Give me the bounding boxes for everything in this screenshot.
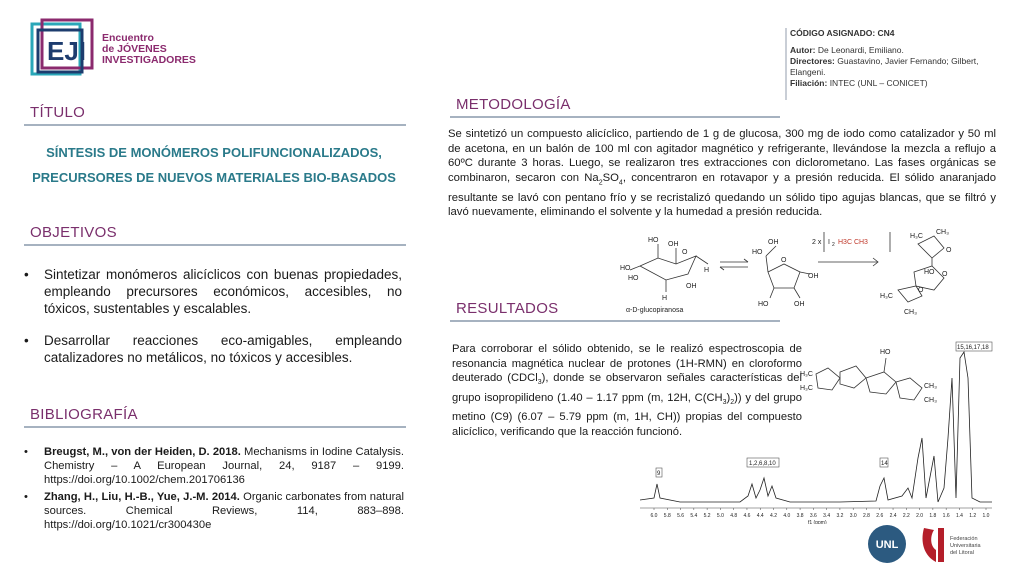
spectrum-tick-label: 3.2: [836, 513, 844, 519]
objectives-rule: [24, 244, 406, 246]
svg-text:2: 2: [832, 242, 835, 248]
logo-text: Encuentro de JÓVENES INVESTIGADORES: [102, 32, 196, 66]
svg-text:HO: HO: [648, 237, 659, 244]
poster-title: SÍNTESIS DE MONÓMEROS POLIFUNCIONALIZADOS, PRECURSORES DE NUEVOS MATERIALES BIO-BASADOS: [32, 145, 396, 185]
svg-text:O: O: [918, 287, 924, 294]
spectrum-tick-label: 1.4: [955, 513, 963, 519]
spectrum-tick-label: 3.4: [823, 513, 831, 519]
objectives-list: [24, 266, 402, 381]
spectrum-tick-label: 2.6: [876, 513, 884, 519]
svg-text:HO: HO: [758, 301, 769, 308]
spectrum-tick-label: 5.6: [677, 513, 685, 519]
spectrum-tick-label: 5.8: [663, 513, 671, 519]
title-header: TÍTULO: [30, 104, 86, 121]
glucose-structure: [620, 237, 709, 302]
methodology-text: Se sintetizó un compuesto alicíclico, partiendo de 1 g de glucosa, 300 mg de iodo como catalizador y 50 ml de acetona, en un balón de 100 ml con agitador magnético y refrigerante, llevándose la mezcla a reflujo a 60ºC durante 3 horas. Luego, se realizaron tres extracciones con diclorometano. Las fases orgánicas se combinaron, secaron con $Na_2SO_4$, concentraron en rotavapor y a presión reducida. El sólido anaranjado resultante se lavó con pentano frío y se recristalizó quedando un sólido tipo agujas blancas, que se filtró y lavó nuevamente, eliminando el solvente y la humedad a presión reducida.: [448, 128, 996, 219]
spectrum-tick-label: 3.6: [809, 513, 817, 519]
svg-text:OH: OH: [808, 273, 819, 280]
reaction-scheme: [618, 226, 996, 318]
bibliography-header: BIBLIOGRAFÍA: [30, 406, 138, 423]
affiliation-line: Filiación: INTEC (UNL – CONICET): [790, 78, 928, 88]
svg-text:Universitaria: Universitaria: [950, 543, 981, 549]
svg-text:O: O: [682, 249, 688, 256]
assigned-code: CÓDIGO ASIGNADO: CN4: [790, 28, 895, 38]
results-text: Para corroborar el sólido obtenido, se le realizó espectroscopia de resonancia magnética nuclear de protones (1H-RMN) en cloroformo deuterado (CDCl$_3$), donde se observaron señales características del grupo isopropilideno (1.40 – 1.17 ppm (m, 12H, $C(CH_3)_2$)) y del grupo metino (C9) (6.07 – 5.79 ppm (m, 1H, CH)) propias del compuesto alicíclico, verificando que la reacción funcionó.: [452, 343, 802, 438]
spectrum-tick-label: 1.8: [929, 513, 937, 519]
objective-item: • Sintetizar monómeros alicíclicos con buenas propiedades, empleando precursores económicos, accesibles, no tóxicos, sustentables y escalables.: [24, 266, 402, 317]
svg-text:UNL: UNL: [875, 539, 899, 551]
spectrum-tick-label: 1.6: [942, 513, 950, 519]
product-structure: [880, 229, 952, 316]
furanose-structure: [752, 239, 819, 308]
svg-text:9: 9: [657, 471, 661, 477]
directors-line: Directores: Guastavino, Javier Fernando; Gilbert, Elangeni.: [790, 56, 979, 77]
spectrum-tick-label: 4.0: [783, 513, 791, 519]
spectrum-tick-label: 4.6: [743, 513, 751, 519]
svg-text:OH: OH: [668, 241, 679, 248]
svg-text:HO: HO: [620, 265, 631, 272]
svg-text:HO: HO: [628, 275, 639, 282]
svg-text:HO: HO: [880, 349, 891, 356]
svg-text:H: H: [704, 267, 710, 274]
federacion-logo: [918, 522, 990, 566]
spectrum-tick-label: 5.2: [703, 513, 711, 519]
svg-text:HO: HO: [924, 269, 935, 276]
bibliography-rule: [24, 426, 406, 428]
spectrum-tick-label: 1.2: [969, 513, 977, 519]
bibliography-list: [24, 445, 404, 535]
spectrum-tick-label: 5.0: [716, 513, 724, 519]
spectrum-tick-label: 2.2: [902, 513, 910, 519]
spectrum-tick-label: 4.2: [770, 513, 777, 519]
svg-text:CH₃: CH₃: [904, 309, 917, 316]
spectrum-structure-inset: [800, 349, 937, 404]
svg-text:H₃C: H₃C: [800, 385, 813, 392]
spectrum-xlabel: f1 (ppm): [808, 520, 827, 524]
svg-text:I: I: [828, 239, 830, 246]
reference-item: • Breugst, M., von der Heiden, D. 2018. Mechanisms in Iodine Catalysis. Chemistry – A European Journal, 24, 9187 – 9199. https://doi.org/10.1002/chem.201706136: [24, 445, 404, 487]
spectrum-tick-label: 6.0: [650, 513, 658, 519]
eji-logo: [30, 18, 98, 80]
svg-text:OH: OH: [768, 239, 779, 246]
unl-logo: [867, 524, 907, 564]
reference-item: • Zhang, H., Liu, H.-B., Yue, J.-M. 2014. Organic carbonates from natural sources. Chemical Reviews, 114, 883–898. https://doi.org/10.1021/cr300430e: [24, 490, 404, 532]
info-box: [790, 28, 990, 89]
svg-text:CH₃: CH₃: [936, 229, 949, 236]
spectrum-tick-label: 3.0: [849, 513, 857, 519]
svg-text:H3C CH3: H3C CH3: [838, 239, 868, 246]
nmr-spectrum: [640, 338, 995, 524]
svg-text:HO: HO: [752, 249, 763, 256]
svg-text:H₃C: H₃C: [800, 371, 813, 378]
spectrum-tick-label: 2.0: [916, 513, 924, 519]
spectrum-tick-label: 4.8: [730, 513, 738, 519]
objective-item: • Desarrollar reacciones eco-amigables, empleando catalizadores no metálicos, no tóxicos y accesibles.: [24, 332, 402, 366]
svg-text:H: H: [662, 295, 668, 302]
spectrum-tick-label: 5.4: [690, 513, 698, 519]
svg-text:O: O: [946, 247, 952, 254]
svg-text:OH: OH: [686, 283, 697, 290]
svg-text:14: 14: [881, 461, 888, 467]
objectives-header: OBJETIVOS: [30, 224, 117, 241]
spectrum-tick-label: 4.4: [756, 513, 764, 519]
svg-text:O: O: [781, 257, 787, 264]
svg-text:1,2,6,8,10: 1,2,6,8,10: [749, 461, 776, 467]
svg-text:Federación: Federación: [950, 536, 978, 542]
title-rule: [24, 124, 406, 126]
logo-letters: EJI: [47, 36, 87, 66]
svg-text:CH₃: CH₃: [924, 383, 937, 390]
svg-text:H₃C: H₃C: [880, 293, 893, 300]
svg-text:CH₃: CH₃: [924, 397, 937, 404]
methodology-header: METODOLOGÍA: [456, 96, 571, 113]
svg-text:15,16,17,18: 15,16,17,18: [957, 345, 989, 351]
spectrum-tick-label: 2.4: [889, 513, 897, 519]
svg-text:H₃C: H₃C: [910, 233, 923, 240]
spectrum-tick-label: 2.8: [863, 513, 870, 519]
glucose-label: α-D-glucopiranosa: [626, 307, 684, 314]
spectrum-tick-label: 3.8: [796, 513, 804, 519]
spectrum-tick-label: 1.0: [982, 513, 990, 519]
svg-text:O: O: [942, 271, 948, 278]
svg-text:del Litoral: del Litoral: [950, 550, 974, 556]
svg-text:OH: OH: [794, 301, 805, 308]
results-rule: [450, 320, 780, 322]
spectrum-ticks: [651, 508, 990, 519]
author-line: Autor: De Leonardi, Emiliano.: [790, 45, 904, 55]
methodology-rule: [450, 116, 780, 118]
results-header: RESULTADOS: [456, 300, 559, 317]
svg-text:2 x: 2 x: [812, 239, 822, 246]
